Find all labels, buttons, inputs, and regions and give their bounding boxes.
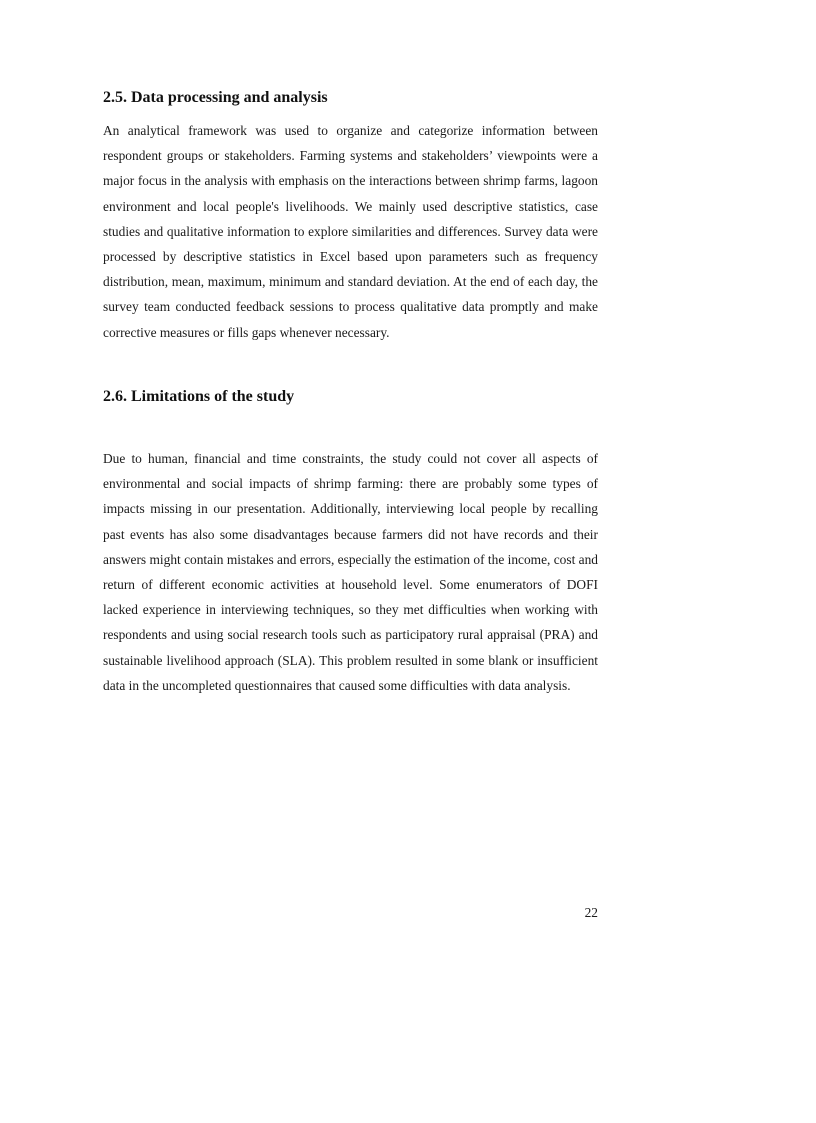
section-limitations	[103, 387, 598, 698]
section-heading: 2.5. Data processing and analysis	[103, 89, 328, 106]
section-heading: 2.6. Limitations of the study	[103, 388, 295, 405]
section-data-processing	[103, 88, 598, 345]
section-paragraph: Due to human, financial and time constraints, the study could not cover all aspects of environmental and social impacts of shrimp farming: there are probably some types of impacts missing in our presentation. Additionally, interviewing local people by recalling past events has also some disadvantages because farmers did not have records and their answers might contain mistakes and errors, especially the estimation of the income, cost and return of different economic activities at household level. Some enumerators of DOFI lacked experience in interviewing techniques, so they met difficulties when working with respondents and using social research tools such as participatory rural appraisal (PRA) and sustainable livelihood approach (SLA). This problem resulted in some blank or insufficient data in the uncompleted questionnaires that caused some difficulties with data analysis.	[103, 451, 598, 693]
section-paragraph: An analytical framework was used to organize and categorize information between respondent groups or stakeholders. Farming systems and stakeholders’ viewpoints were a major focus in the analysis with emphasis on the interactions between shrimp farms, lagoon environment and local people's livelihoods. We mainly used descriptive statistics, case studies and qualitative information to explore similarities and differences. Survey data were processed by descriptive statistics in Excel based upon parameters such as frequency distribution, mean, maximum, minimum and standard deviation. At the end of each day, the survey team conducted feedback sessions to process qualitative data promptly and make corrective measures or fills gaps whenever necessary.	[103, 123, 598, 340]
page-number: 22	[584, 905, 598, 920]
